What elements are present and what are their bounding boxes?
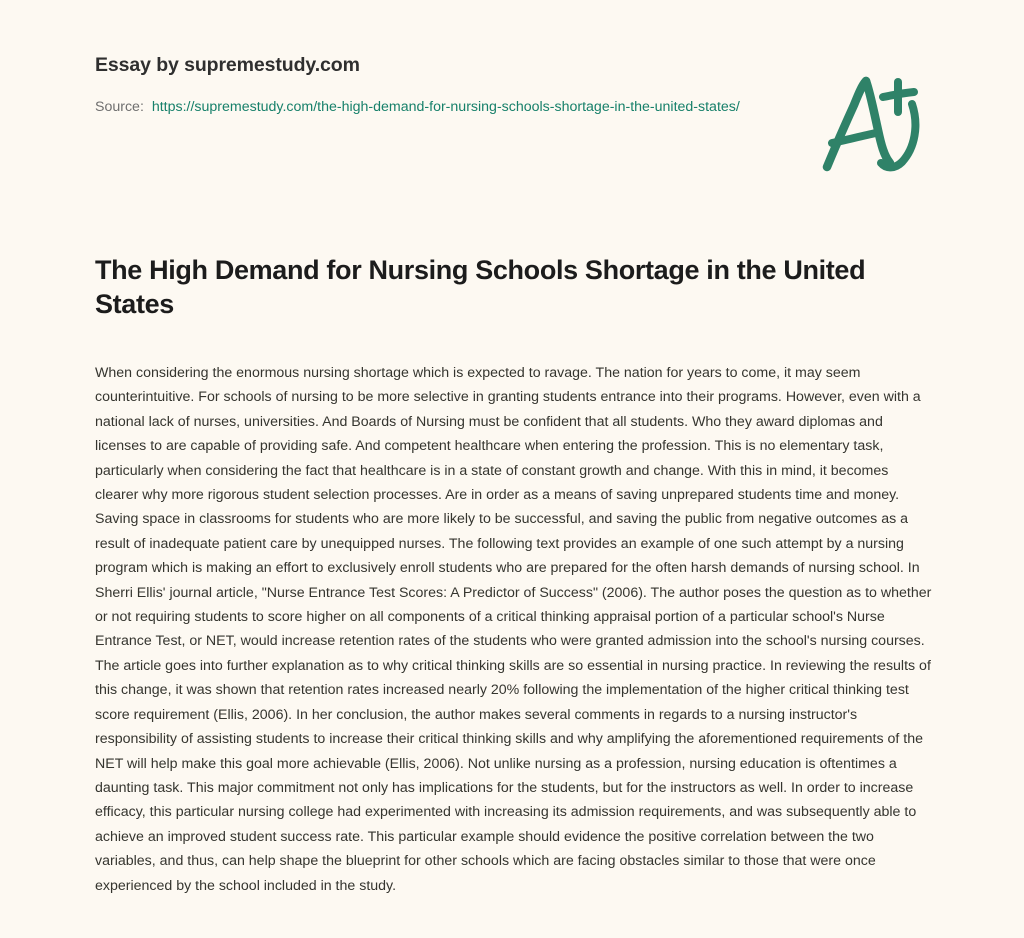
- site-byline: Essay by supremestudy.com: [95, 54, 360, 76]
- a-plus-logo-icon[interactable]: [814, 70, 930, 174]
- article: [95, 253, 933, 898]
- header-text-block: [95, 52, 740, 119]
- source-label: Source:: [95, 99, 144, 115]
- source-url-link[interactable]: https://supremestudy.com/the-high-demand-for-nursing-schools-shortage-in-the-united-states/: [151, 99, 740, 115]
- article-body-text: When considering the enormous nursing shortage which is expected to ravage. The nation for years to come, it may seem counterintuitive. For schools of nursing to be more selective in granting students entrance into their programs. However, even with a national lack of nurses, universities. And Boards of Nursing must be confident that all students. Who they award diplomas and licenses to are capable of providing safe. And competent healthcare when entering the profession. This is no elementary task, particularly when considering the fact that healthcare is in a state of constant growth and change. With this in mind, it becomes clearer why more rigorous student selection processes. Are in order as a means of saving unprepared students time and money. Saving space in classrooms for students who are more likely to be successful, and saving the public from negative outcomes as a result of inadequate patient care by unequipped nurses. The following text provides an example of one such attempt by a nursing program which is making an effort to exclusively enroll students who are prepared for the often harsh demands of nursing school. In Sherri Ellis' journal article, "Nurse Entrance Test Scores: A Predictor of Success" (2006). The author poses the question as to whether or not requiring students to score higher on all components of a critical thinking appraisal portion of a particular school's Nurse Entrance Test, or NET, would increase retention rates of the students who were granted admission into the school's nursing courses. The article goes into further explanation as to why critical thinking skills are so essential in nursing practice. In reviewing the results of this change, it was shown that retention rates increased nearly 20% following the implementation of the higher critical thinking test score requirement (Ellis, 2006). In her conclusion, the author makes several comments in regards to a nursing instructor's responsibility of assisting students to increase their critical thinking skills and why amplifying the aforementioned requirements of the NET will help make this goal more achievable (Ellis, 2006). Not unlike nursing as a profession, nursing education is oftentimes a daunting task. This major commitment not only has implications for the students, but for the instructors as well. In order to increase efficacy, this particular nursing college had experimented with increasing its admission requirements, and was subsequently able to achieve an improved student success rate. This particular example should evidence the positive correlation between the two variables, and thus, can help shape the blueprint for other schools which are facing obstacles similar to those that were once experienced by the school included in the study.: [95, 365, 932, 894]
- page-header: [95, 52, 930, 119]
- page-title: The High Demand for Nursing Schools Shortage in the United States: [95, 255, 866, 319]
- source-line: [95, 96, 740, 119]
